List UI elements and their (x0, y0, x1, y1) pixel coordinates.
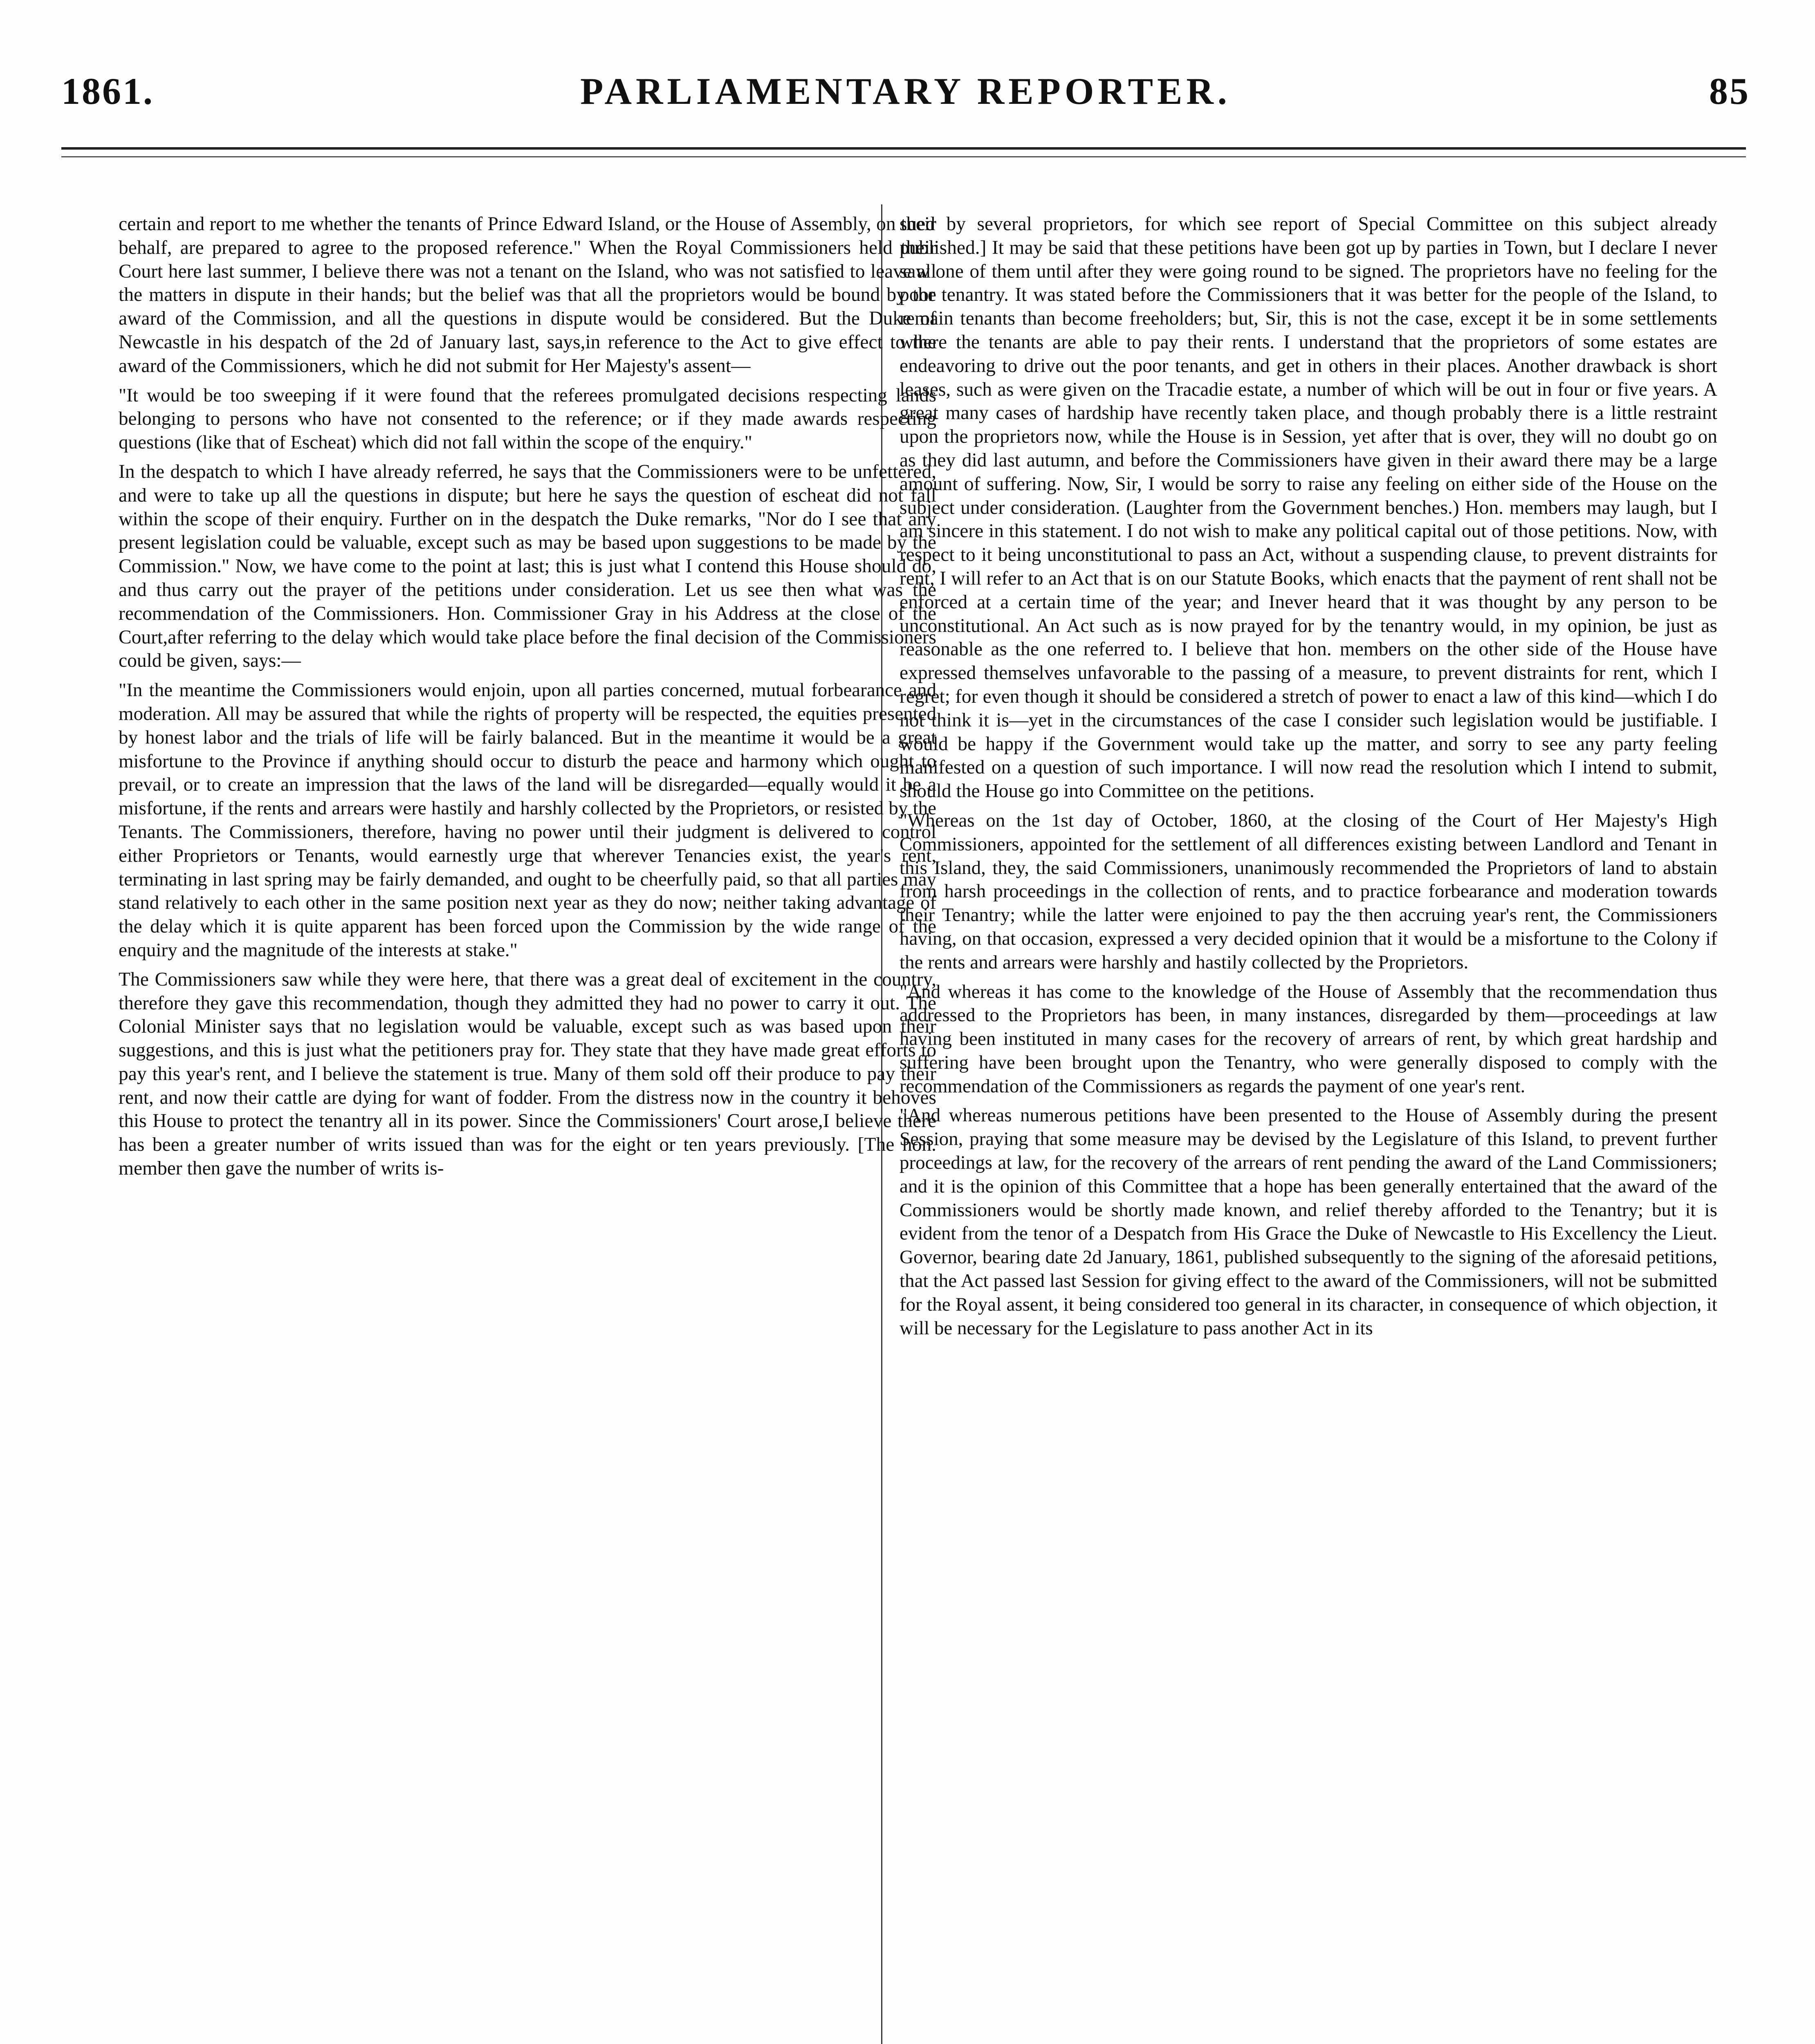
left-column (119, 213, 936, 1181)
right-resolution-2: "And whereas it has come to the knowledge of the House of Assembly that the recommendation thus addressed to the Proprietors has been, in many instances, disregarded by them—proceedings at law having been instituted in many cases for the recovery of arrears of rent, by which great hardship and suffering have been brought upon the Tenantry, who were generally disposed to comply with the recommendation of the Commissioners as regards the payment of one year's rent. (900, 981, 1717, 1097)
left-paragraph-3: The Commissioners saw while they were here, that there was a great deal of excitement in the country, therefore they gave this recommendation, though they admitted they had no power to carry it out. The Colonial Minister says that no legislation would be valuable, except such as was based upon their suggestions, and this is just what the petitioners pray for. They state that they have made great efforts to pay this year's rent, and I believe the statement is true. Many of them sold off their produce to pay their rent, and now their cattle are dying for want of fodder. From the distress now in the country it behoves this House to protect the tenantry all in its power. Since the Commissioners' Court arose,I believe there has been a greater number of writs issued than was for the eight or ten years previously. [The hon. member then gave the number of writs is- (119, 968, 936, 1179)
right-resolution-1: "Whereas on the 1st day of October, 1860, at the closing of the Court of Her Majesty's High Commissioners, appointed for the settlement of all differences existing between Landlord and Tenant in this Island, they, the said Commissioners, unanimously recommended the Proprietors of land to abstain from harsh proceedings in the collection of rents, and to practice forbearance and moderation towards their Tenantry; while the latter were enjoined to pay the then accruing year's rent, the Commissioners having, on that occasion, expressed a very decided opinion that it would be a misfortune to the Colony if the rents and arrears were harshly and hastily collected by the Proprietors. (900, 809, 1717, 973)
left-quote-1: "It would be too sweeping if it were found that the referees promulgated decisions respecting lands belonging to persons who have not consented to the reference; or if they made awards respecting questions (like that of Escheat) which did not fall within the scope of the enquiry." (119, 384, 936, 453)
right-column (900, 213, 1717, 1340)
right-resolution-3: "And whereas numerous petitions have been presented to the House of Assembly during the present Session, praying that some measure may be devised by the Legislature of this Island, to prevent further proceedings at law, for the recovery of the arrears of rent pending the award of the Land Commissioners; and it is the opinion of this Committee that a hope has been generally entertained that the award of the Commissioners would be shortly made known, and relief thereby afforded to the Tenantry; but it is evident from the tenor of a Despatch from His Grace the Duke of Newcastle to His Excellency the Lieut. Governor, bearing date 2d January, 1861, published subsequently to the signing of the aforesaid petitions, that the Act passed last Session for giving effect to the award of the Commissioners, will not be submitted for the Royal assent, it being considered too general in its character, in consequence of which objection, it will be necessary for the Legislature to pass another Act in its (900, 1105, 1717, 1339)
header-page-number: 85 (1709, 70, 1750, 112)
right-paragraph-1: sued by several proprietors, for which see report of Special Committee on this subject already published.] It may be said that these petitions have been got up by parties in Town, but I declare I never saw one of them until after they were going round to be signed. The proprietors have no feeling for the poor tenantry. It was stated before the Commissioners that it was better for the people of the Island, to remain tenants than become freeholders; but, Sir, this is not the case, except it be in some settlements where the tenants are able to pay their rents. I understand that the proprietors of some estates are endeavoring to drive out the poor tenants, and get in others in their places. Another drawback is short leases, such as were given on the Tracadie estate, a number of which will be out in four or five years. A great many cases of hardship have recently taken place, and though probably there is a little restraint upon the proprietors now, while the House is in Session, yet after that is over, they will no doubt go on as they did last autumn, and before the Commissioners have given in their award there may be a large amount of suffering. Now, Sir, I would be sorry to raise any feeling on either side of the House on the subject under consideration. (Laughter from the Government benches.) Hon. members may laugh, but I am sincere in this statement. I do not wish to make any political capital out of those petitions. Now, with respect to it being unconstitutional to pass an Act, without a suspending clause, to prevent distraints for rent, I will refer to an Act that is on our Statute Books, which enacts that the payment of rent shall not be enforced at a certain time of the year; and Inever heard that it was thought by any person to be unconstitutional. An Act such as is now prayed for by the tenantry would, in my opinion, be just as reasonable as the one referred to. I believe that hon. members on the other side of the House have expressed themselves unfavorable to the passing of a measure, to prevent distraints for rent, which I regret; for even though it should be considered a stretch of power to enact a law of this kind—which I do not think it is—yet in the circumstances of the case I consider such legislation would be justifiable. I would be happy if the Government would take up the matter, and sorry to see any party feeling manifested on a question of such importance. I will now read the resolution which I intend to submit, should the House go into Committee on the petitions. (900, 213, 1717, 802)
header-year: 1861. (61, 70, 154, 112)
left-paragraph-1: certain and report to me whether the tenants of Prince Edward Island, or the House of Assembly, on their behalf, are prepared to agree to the proposed reference." When the Royal Commissioners held their Court here last summer, I believe there was not a tenant on the Island, who was not satisfied to leave all the matters in dispute in their hands; but the belief was that all the proprietors would be bound by the award of the Commission, and all the questions in dispute would be considered. But the Duke of Newcastle in his despatch of the 2d of January last, says,in reference to the Act to give effect to the award of the Commissioners, which he did not submit for Her Majesty's assent— (119, 213, 936, 377)
left-quote-2: "In the meantime the Commissioners would enjoin, upon all parties concerned, mutual forbearance and moderation. All may be assured that while the rights of property will be respected, the equities presented by honest labor and the trials of life will be fairly balanced. But in the meantime it would be a great misfortune to the Province if anything should occur to disturb the peace and harmony which ought to prevail, or to create an impression that the laws of the land will be disregarded—equally would it be a misfortune, if the rents and arrears were hastily and harshly collected by the Proprietors, or resisted by the Tenants. The Commissioners, therefore, having no power until their judgment is delivered to control either Proprietors or Tenants, would earnestly urge that wherever Tenancies exist, the year's rent, terminating in last spring may be fairly demanded, and ought to be cheerfully paid, so that all parties may stand relatively to each other in the same position next year as they do now; neither taking advantage of the delay which it is quite apparent has been forced upon the Commission by the wide range of the enquiry and the magnitude of the interests at stake." (119, 679, 936, 961)
header-title: PARLIAMENTARY REPORTER. (580, 70, 1231, 112)
running-head (61, 61, 1750, 119)
left-paragraph-2: In the despatch to which I have already referred, he says that the Commissioners were to be unfettered, and were to take up all the questions in dispute; but here he says the question of escheat did not fall within the scope of their enquiry. Further on in the despatch the Duke remarks, "Nor do I see that any present legislation could be valuable, except such as may be based upon suggestions to be made by the Commission." Now, we have come to the point at last; this is just what I contend this House should do, and thus carry out the prayer of the petitions under consideration. Let us see then what was the recommendation of the Commissioners. Hon. Commissioner Gray in his Address at the close of the Court,after referring to the delay which would take place before the final decision of the Commissioners could be given, says:— (119, 461, 936, 672)
header-rule (61, 147, 1746, 157)
